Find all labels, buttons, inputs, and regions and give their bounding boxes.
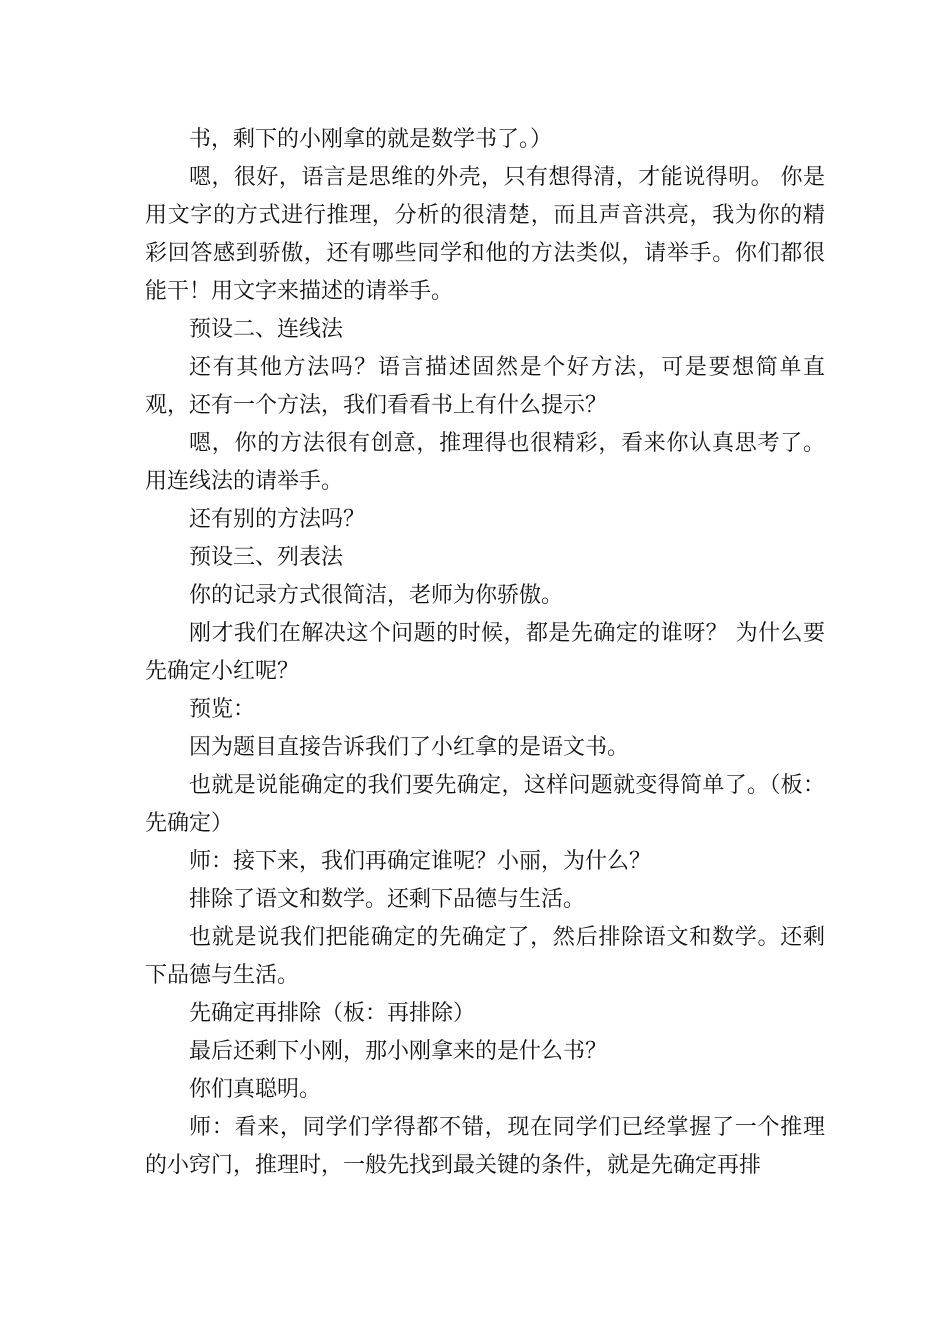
- paragraph: 还有其他方法吗？语言描述固然是个好方法，可是要想简单直观，还有一个方法，我们看看书上有什么提示？: [145, 355, 825, 418]
- paragraph: 刚才我们在解决这个问题的时候，都是先确定的谁呀？ 为什么要先确定小红呢？: [145, 621, 825, 684]
- paragraph: 嗯，很好，语言是思维的外壳，只有想得清，才能说得明。 你是用文字的方式进行推理，分析的很清楚，而且声音洪亮，我为你的精彩回答感到骄傲，还有哪些同学和他的方法类似，请举手。你们都很能干！用文字来描述的请举手。: [145, 165, 825, 304]
- paragraph: 嗯，你的方法很有创意，推理得也很精彩，看来你认真思考了。用连线法的请举手。: [145, 431, 825, 494]
- paragraph: 师：看来，同学们学得都不错，现在同学们已经掌握了一个推理的小窍门，推理时，一般先找到最关键的条件，就是先确定再排: [145, 1115, 825, 1178]
- paragraph: 预设二、连线法: [189, 317, 344, 342]
- paragraph: 还有别的方法吗？: [189, 507, 366, 532]
- document-body: [145, 121, 825, 1185]
- paragraph: 也就是说能确定的我们要先确定，这样问题就变得简单了。（板：先确定）: [145, 773, 825, 836]
- paragraph: 排除了语文和数学。还剩下品德与生活。: [189, 887, 586, 912]
- paragraph: 也就是说我们把能确定的先确定了，然后排除语文和数学。还剩下品德与生活。: [145, 925, 825, 988]
- paragraph: 你的记录方式很简洁，老师为你骄傲。: [189, 583, 564, 608]
- paragraph: 因为题目直接告诉我们了小红拿的是语文书。: [189, 735, 630, 760]
- paragraph: 预览：: [189, 697, 256, 722]
- paragraph: 书，剩下的小刚拿的就是数学书了。）: [189, 127, 553, 152]
- paragraph: 最后还剩下小刚，那小刚拿来的是什么书？: [189, 1039, 608, 1064]
- paragraph: 你们真聪明。: [189, 1077, 322, 1102]
- paragraph: 预设三、列表法: [189, 545, 344, 570]
- paragraph: 先确定再排除（板：再排除）: [189, 1001, 476, 1026]
- paragraph: 师：接下来，我们再确定谁呢？小丽，为什么？: [189, 849, 652, 874]
